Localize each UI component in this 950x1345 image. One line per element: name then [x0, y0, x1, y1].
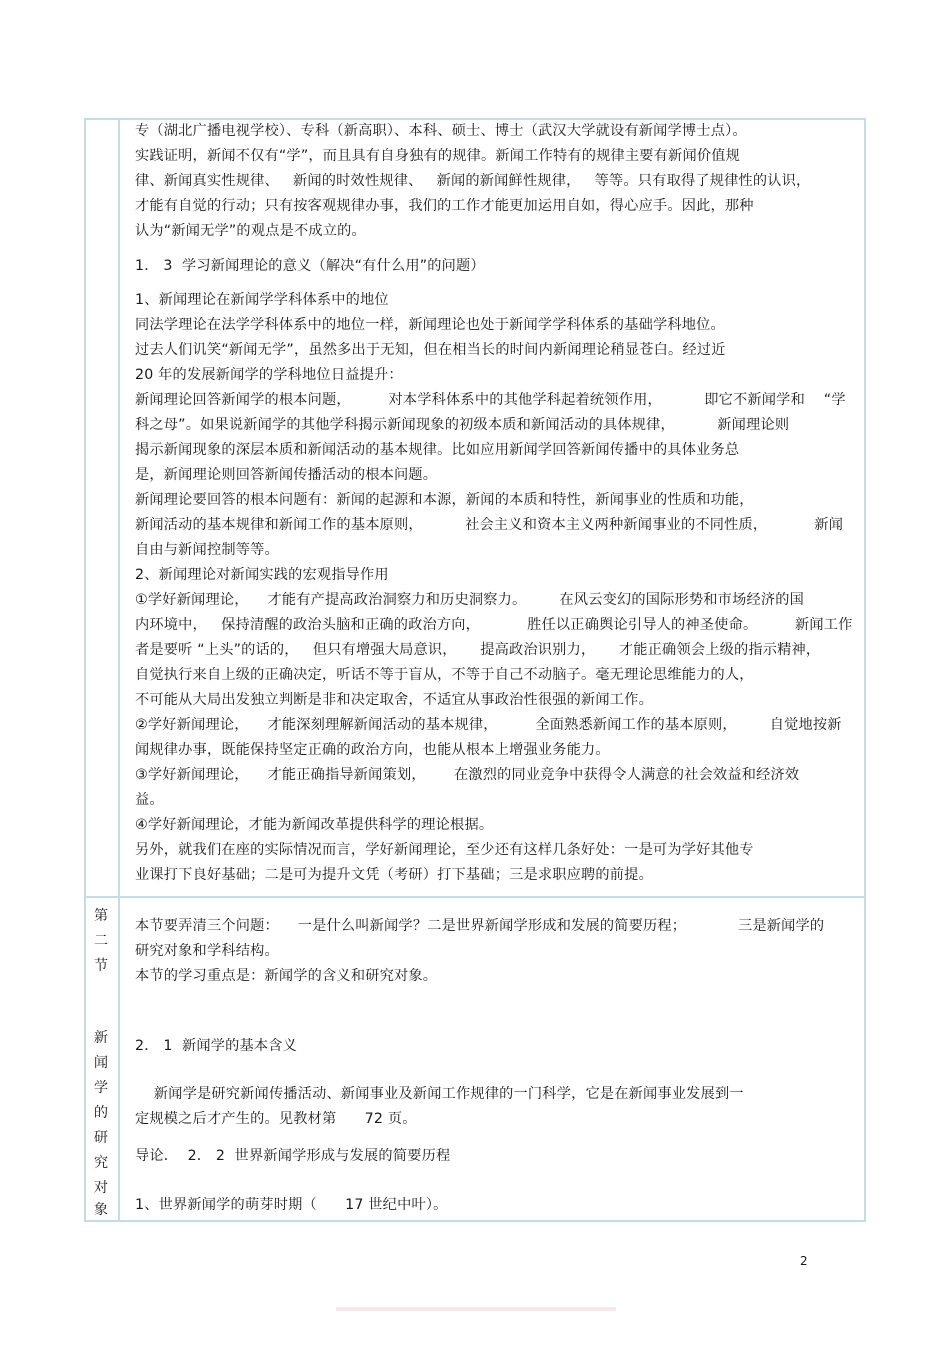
text-line: 1、新闻理论在新闻学学科体系中的地位 — [135, 292, 389, 308]
side-label-char: 的 — [93, 1105, 109, 1121]
text-line: 自由与新闻控制等等。 — [135, 542, 279, 558]
text-line: 科之母”。如果说新闻学的其他学科揭示新闻现象的初级本质和新闻活动的具体规律， 新闻理论则 — [135, 417, 790, 433]
text-line: 揭示新闻现象的深层本质和新闻活动的基本规律。比如应用新闻学回答新闻传播中的具体业务总 — [135, 442, 740, 458]
side-label-char: 闻 — [93, 1055, 109, 1071]
text-line: 20 年的发展新闻学的学科地位日益提升： — [135, 367, 403, 383]
text-line: ④学好新闻理论，才能为新闻改革提供科学的理论根据。 — [135, 817, 494, 833]
side-label-char: 究 — [93, 1155, 109, 1171]
side-label-char: 节 — [93, 958, 109, 974]
text-line: 定规模之后才产生的。见教材第 72 页。 — [135, 1111, 417, 1127]
text-line: 不可能从大局出发独立判断是非和决定取舍，不适宜从事政治性很强的新闻工作。 — [135, 692, 653, 708]
text-line: 本节的学习重点是：新闻学的含义和研究对象。 — [135, 968, 438, 984]
text-line: ②学好新闻理论， 才能深刻理解新闻活动的基本规律， 全面熟悉新闻工作的基本原则， 自觉地按新 — [135, 717, 842, 733]
text-line: ①学好新闻理论， 才能有产提高政治洞察力和历史洞察力。 在风云变幻的国际形势和市场经济的国 — [135, 592, 805, 608]
text-line: 者是要听 “上头”的话的， 但只有增强大局意识， 提高政治识别力， 才能正确领会上级的指示精神， — [135, 642, 821, 658]
text-line: 自觉执行来自上级的正确决定，听话不等于盲从，不等于自己不动脑子。毫无理论思维能力的人， — [135, 667, 754, 683]
side-label-char: 研 — [93, 1130, 109, 1146]
side-label-char: 二 — [93, 933, 109, 949]
section-heading: 导论． 2． 2 世界新闻学形成与发展的简要历程 — [135, 1148, 451, 1164]
text-line: 1、世界新闻学的萌芽时期（ 17 世纪中叶）。 — [135, 1197, 448, 1213]
table-border-left — [84, 118, 86, 1222]
text-line: 是，新闻理论则回答新闻传播活动的根本问题。 — [135, 467, 438, 483]
text-line: 同法学理论在法学学科体系中的地位一样，新闻理论也处于新闻学学科体系的基础学科地位。 — [135, 317, 725, 333]
text-line: 律、新闻真实性规律、 新闻的时效性规律、 新闻的新闻鲜性规律， 等等。只有取得了规律性的认识， — [135, 173, 811, 189]
table-border-right — [864, 118, 866, 1222]
page-number: 2 — [800, 1254, 808, 1268]
text-line: 益。 — [135, 792, 164, 808]
text-line: 新闻理论要回答的根本问题有：新闻的起源和本源，新闻的本质和特性，新闻事业的性质和功能， — [135, 492, 754, 508]
footer-watermark-smudge — [336, 1307, 616, 1311]
side-label-char: 学 — [93, 1080, 109, 1096]
text-line: 另外，就我们在座的实际情况而言，学好新闻理论，至少还有这样几条好处：一是可为学好其他专 — [135, 842, 754, 858]
text-line: 过去人们讥笑“新闻无学”，虽然多出于无知，但在相当长的时间内新闻理论稍显苍白。经过近 — [135, 342, 726, 358]
table-border-divider — [118, 118, 120, 1222]
text-line: 研究对象和学科结构。 — [135, 943, 279, 959]
text-line: 内环境中， 保持清醒的政治头脑和正确的政治方向， 胜任以正确舆论引导人的神圣使命。 新闻工作 — [135, 617, 853, 633]
side-label-char: 新 — [93, 1030, 109, 1046]
text-line: 闻规律办事，既能保持坚定正确的政治方向，也能从根本上增强业务能力。 — [135, 742, 610, 758]
text-line: 专（湖北广播电视学校）、专科（新高职）、本科、硕士、博士（武汉大学就设有新闻学博士点）。 — [135, 123, 747, 139]
side-label-char: 象 — [93, 1202, 109, 1218]
text-line: 实践证明，新闻不仅有“学”，而且具有自身独有的规律。新闻工作特有的规律主要有新闻价值规 — [135, 148, 740, 164]
section-heading: 1． 3 学习新闻理论的意义（解决“有什么用”的问题） — [135, 258, 485, 274]
side-label-char: 第 — [93, 908, 109, 924]
text-line: 新闻活动的基本规律和新闻工作的基本原则， 社会主义和资本主义两种新闻事业的不同性质， 新闻 — [135, 517, 844, 533]
section-heading: 2． 1 新闻学的基本含义 — [135, 1038, 298, 1054]
table-row-separator — [84, 896, 866, 898]
table-border-bottom — [84, 1220, 866, 1222]
text-line: 才能有自觉的行动；只有按客观规律办事，我们的工作才能更加运用自如，得心应手。因此，那种 — [135, 198, 754, 214]
text-line: 本节要弄清三个问题： 一是什么叫新闻学？二是世界新闻学形成和发展的简要历程； 三是新闻学的 — [135, 918, 825, 934]
text-line: 新闻理论回答新闻学的根本问题， 对本学科体系中的其他学科起着统领作用， 即它不新闻学和 “学 — [135, 392, 846, 408]
side-label-char: 对 — [93, 1180, 109, 1196]
text-line: 业课打下良好基础；二是可为提升文凭（考研）打下基础；三是求职应聘的前提。 — [135, 867, 653, 883]
table-border-top — [84, 118, 866, 120]
text-line: 认为“新闻无学”的观点是不成立的。 — [135, 223, 366, 239]
text-line: 2、新闻理论对新闻实践的宏观指导作用 — [135, 567, 389, 583]
text-line: 新闻学是研究新闻传播活动、新闻事业及新闻工作规律的一门科学，它是在新闻事业发展到一 — [135, 1086, 744, 1102]
text-line: ③学好新闻理论， 才能正确指导新闻策划， 在激烈的同业竞争中获得令人满意的社会效益和经济效 — [135, 767, 800, 783]
